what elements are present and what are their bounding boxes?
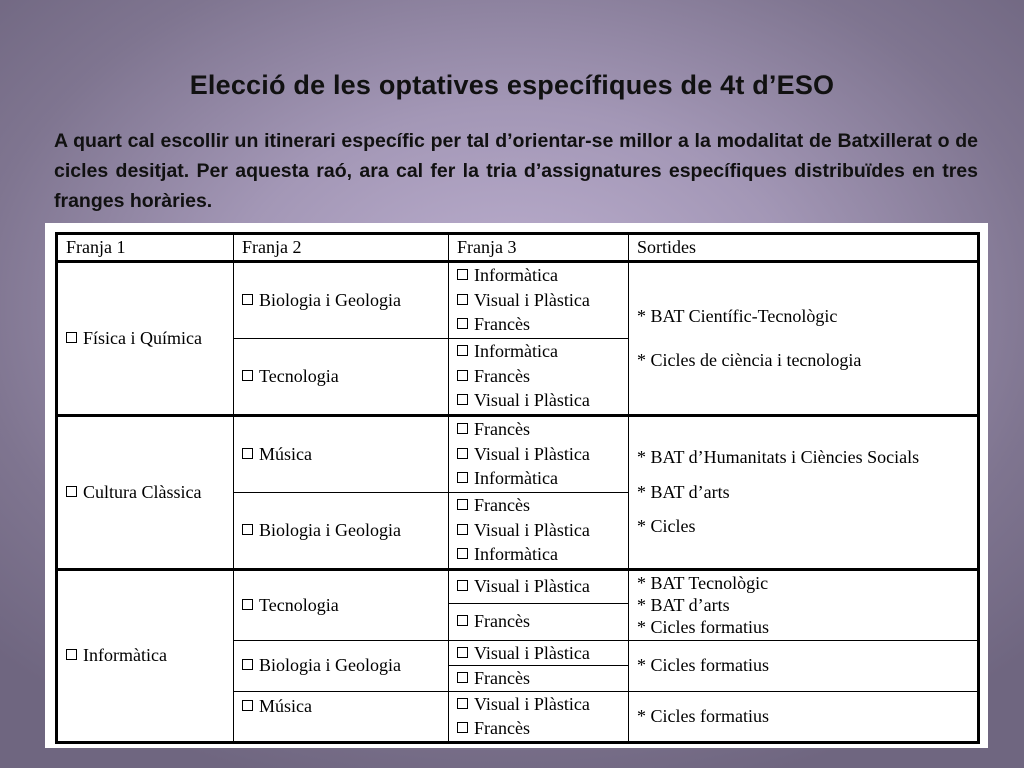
sortida-item: * Cicles de ciència i tecnologia: [637, 350, 862, 370]
option-label: Cultura Clàssica: [83, 481, 202, 502]
optatives-table: [55, 232, 980, 744]
checkbox-icon[interactable]: [457, 698, 468, 709]
franja2-cell: [234, 569, 449, 640]
franja3-cell: [449, 666, 629, 692]
option-label: Biologia i Geologia: [259, 655, 401, 676]
sortida-item: * Cicles formatius: [637, 655, 769, 676]
option-label: Tecnologia: [259, 594, 339, 615]
checkbox-icon[interactable]: [66, 649, 77, 660]
checkbox-icon[interactable]: [457, 370, 468, 381]
checkbox-icon[interactable]: [457, 269, 468, 280]
option-label: Informàtica: [474, 341, 558, 362]
option-label: Visual i Plàstica: [474, 289, 590, 310]
option-label: Francès: [474, 314, 530, 335]
franja1-cell: [57, 261, 234, 415]
sortida-item: * Cicles: [637, 516, 696, 537]
option-label: Física i Química: [83, 327, 202, 348]
option-label: Francès: [474, 718, 530, 738]
checkbox-icon[interactable]: [457, 524, 468, 535]
table-panel: [45, 223, 988, 748]
sortida-item: * BAT Tecnològic: [637, 573, 769, 593]
sortides-cell: [629, 261, 979, 415]
checkbox-icon[interactable]: [457, 548, 468, 559]
option-label: Francès: [474, 495, 530, 516]
option-label: Visual i Plàstica: [474, 576, 590, 597]
sortida-item: * Cicles formatius: [637, 705, 769, 726]
table-row: [57, 415, 979, 492]
option-label: Música: [259, 695, 312, 716]
checkbox-icon[interactable]: [457, 615, 468, 626]
checkbox-icon[interactable]: [242, 659, 253, 670]
checkbox-icon[interactable]: [457, 672, 468, 683]
sortides-cell: [629, 415, 979, 569]
option-label: Visual i Plàstica: [474, 642, 590, 663]
sortida-item: * Cicles formatius: [637, 617, 769, 637]
option-label: Informàtica: [474, 265, 558, 286]
table-row: [57, 261, 979, 338]
option-label: Visual i Plàstica: [474, 519, 590, 540]
franja2-cell: [234, 261, 449, 338]
franja2-cell: [234, 640, 449, 691]
option-label: Informàtica: [474, 468, 558, 489]
header-row: [57, 234, 979, 262]
sortides-cell: [629, 691, 979, 742]
checkbox-icon[interactable]: [457, 722, 468, 733]
checkbox-icon[interactable]: [457, 318, 468, 329]
header-franja-2: Franja 2: [234, 234, 449, 262]
option-label: Visual i Plàstica: [474, 693, 590, 714]
checkbox-icon[interactable]: [66, 486, 77, 497]
checkbox-icon[interactable]: [242, 700, 253, 711]
option-label: Tecnologia: [259, 365, 339, 386]
franja3-cell: [449, 716, 629, 742]
sortida-item: * BAT d’arts: [637, 595, 730, 615]
franja1-cell: [57, 415, 234, 569]
checkbox-icon[interactable]: [457, 647, 468, 658]
header-franja-3: Franja 3: [449, 234, 629, 262]
option-label: Francès: [474, 611, 530, 632]
franja3-cell: [449, 338, 629, 415]
checkbox-icon[interactable]: [457, 472, 468, 483]
checkbox-icon[interactable]: [242, 599, 253, 610]
checkbox-icon[interactable]: [457, 448, 468, 459]
checkbox-icon[interactable]: [457, 345, 468, 356]
option-label: Visual i Plàstica: [474, 390, 590, 411]
option-label: Francès: [474, 419, 530, 440]
franja3-cell: [449, 603, 629, 640]
checkbox-icon[interactable]: [242, 448, 253, 459]
checkbox-icon[interactable]: [457, 580, 468, 591]
sortida-item: * BAT Científic-Tecnològic: [637, 305, 838, 326]
checkbox-icon[interactable]: [242, 294, 253, 305]
franja3-cell: [449, 415, 629, 492]
option-label: Informàtica: [83, 645, 167, 666]
franja2-cell: [234, 338, 449, 415]
franja1-cell: [57, 569, 234, 742]
option-label: Francès: [474, 668, 530, 688]
option-label: Informàtica: [474, 544, 558, 565]
option-label: Biologia i Geologia: [259, 289, 401, 310]
checkbox-icon[interactable]: [457, 294, 468, 305]
option-label: Visual i Plàstica: [474, 443, 590, 464]
sortida-item: * BAT d’Humanitats i Ciències Socials: [637, 447, 920, 468]
sortides-cell: [629, 569, 979, 640]
slide-title: Elecció de les optatives específiques de 4t d’ESO: [189, 70, 835, 100]
franja3-cell: [449, 569, 629, 603]
header-franja-1: Franja 1: [57, 234, 234, 262]
sortides-cell: [629, 640, 979, 691]
option-label: Biologia i Geologia: [259, 519, 401, 540]
option-label: Francès: [474, 365, 530, 386]
table-row: [57, 569, 979, 603]
checkbox-icon[interactable]: [457, 394, 468, 405]
franja3-cell: [449, 492, 629, 569]
checkbox-icon[interactable]: [242, 370, 253, 381]
intro-paragraph: A quart cal escollir un itinerari específic per tal d’orientar-se millor a la modalitat de Batxillerat o de cicles desitjat. Per aquesta raó, ara cal fer la tria d’assignatures específiques distribuïdes en tres franges horàries.: [54, 130, 978, 212]
checkbox-icon[interactable]: [242, 524, 253, 535]
header-sortides: Sortides: [629, 234, 979, 262]
checkbox-icon[interactable]: [457, 423, 468, 434]
checkbox-icon[interactable]: [457, 499, 468, 510]
franja2-cell: [234, 492, 449, 569]
franja3-cell: [449, 261, 629, 338]
checkbox-icon[interactable]: [66, 332, 77, 343]
franja2-cell: [234, 415, 449, 492]
franja3-cell: [449, 640, 629, 666]
franja3-cell: [449, 691, 629, 716]
sortida-item: * BAT d’arts: [637, 481, 730, 502]
option-label: Música: [259, 443, 312, 464]
franja2-cell: [234, 691, 449, 742]
